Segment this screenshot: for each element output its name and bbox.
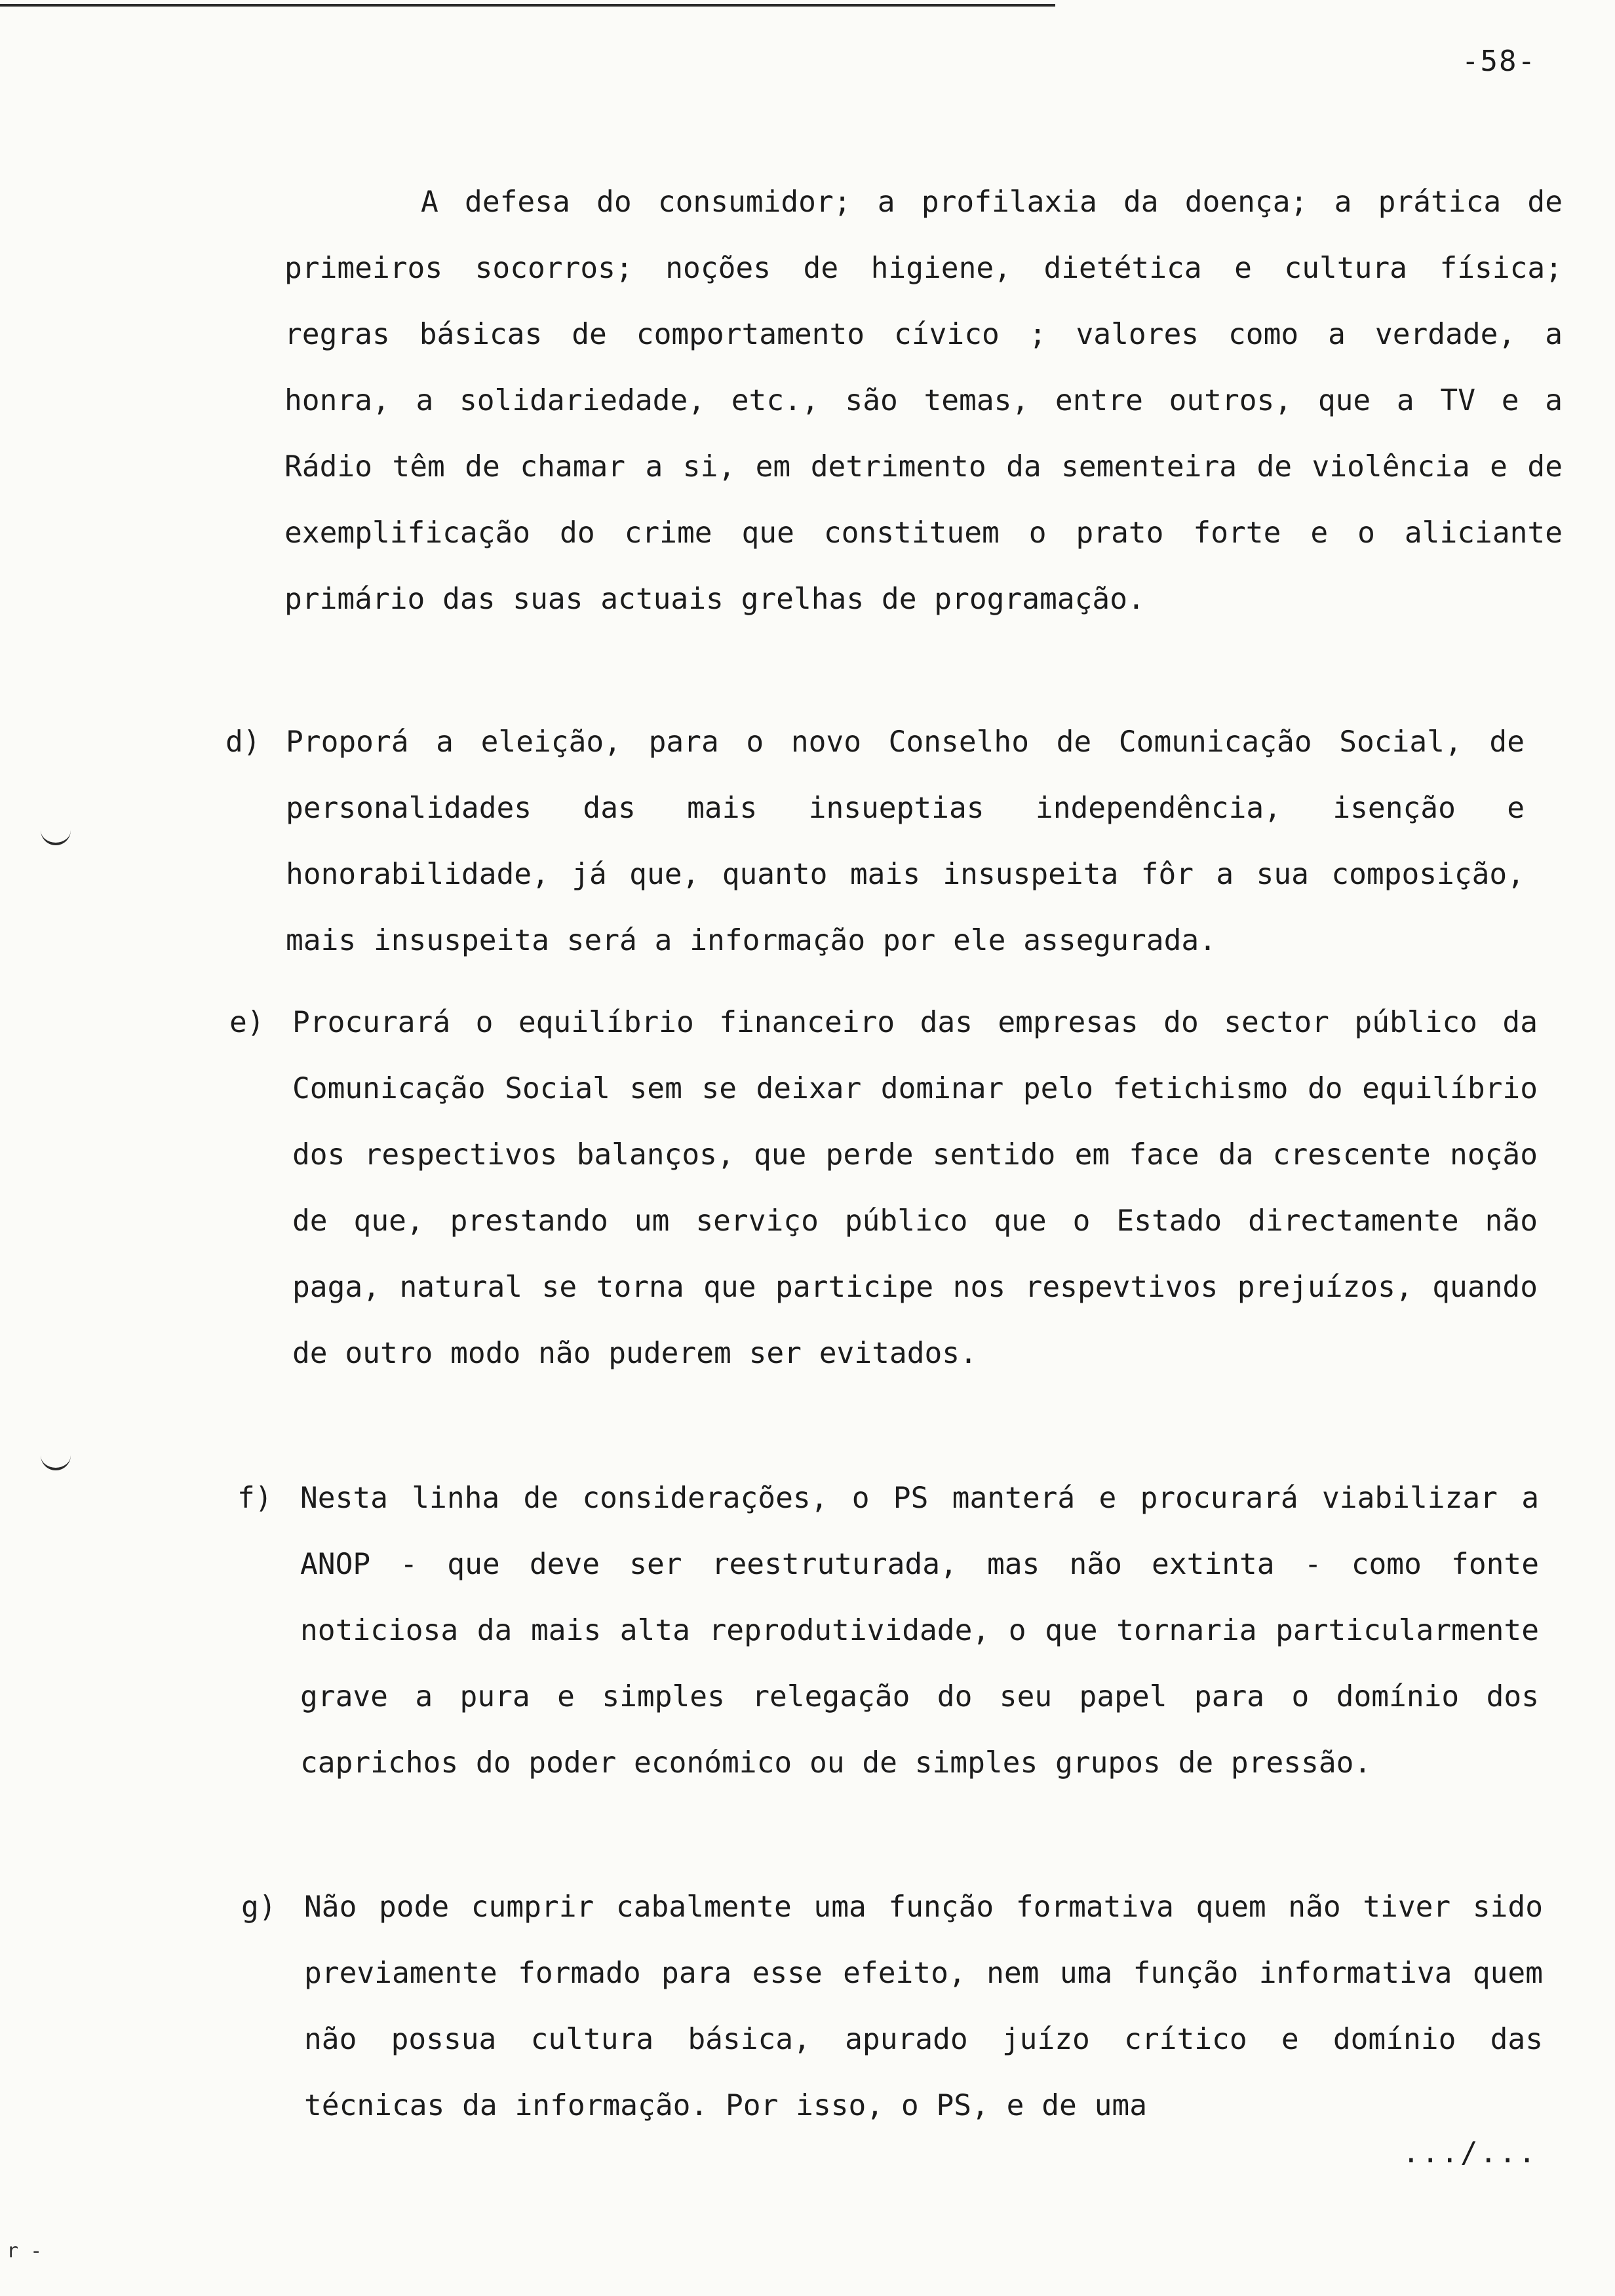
binder-mark [41,827,71,845]
item-label-f: f) [237,1482,273,1515]
binder-mark [41,1452,71,1470]
item-label-g: g) [241,1890,277,1924]
continuation-mark: .../... [1402,2136,1538,2170]
page-number: -58- [1462,45,1536,78]
item-f-text: Nesta linha de considerações, o PS manterá e procurará viabilizar a ANOP - que deve ser reestruturada, mas não extinta - como fonte noticiosa da mais alta reprodutividade, o que tornaria particularmente grave a pura e simples relegação do seu papel para o domínio dos caprichos do poder económico ou de simples grupos de pressão. [300,1482,1539,1780]
item-label-d: d) [225,725,261,759]
top-rule [0,4,1055,7]
intro-paragraph: A defesa do consumidor; a profilaxia da doença; a prática de primeiros socorros; noções de higiene, dietética e cultura física; regras básicas de comportamento cívico ; valores como a verdade, a honra, a solidariedade, etc., são temas, entre outros, que a TV e a Rádio têm de chamar a si, em detrimento da sementeira de violência e de exemplificação do crime que constituem o prato forte e o aliciante primário das suas actuais grelhas de programação. [284,185,1563,616]
item-label-e: e) [229,1006,265,1039]
item-e-text: Procurará o equilíbrio financeiro das empresas do sector público da Comunicação Social sem se deixar dominar pelo fetichismo do equilíbrio dos respectivos balanços, que perde sentido em face da crescente noção de que, prestando um serviço público que o Estado directamente não paga, natural se torna que participe nos respevtivos prejuízos, quando de outro modo não puderem ser evitados. [292,1006,1538,1370]
item-g-text: Não pode cumprir cabalmente uma função formativa quem não tiver sido previamente formado para esse efeito, nem uma função informativa quem não possua cultura básica, apurado juízo crítico e domínio das técnicas da informação. Por isso, o PS, e de uma [304,1890,1543,2122]
corner-mark: r - [7,2240,43,2263]
item-d-text: Proporá a eleição, para o novo Conselho de Comunicação Social, de personalidades das mais insueptias independência, isenção e honorabilidade, já que, quanto mais insuspeita fôr a sua composição, mais insuspeita será a informação por ele assegurada. [286,725,1525,957]
